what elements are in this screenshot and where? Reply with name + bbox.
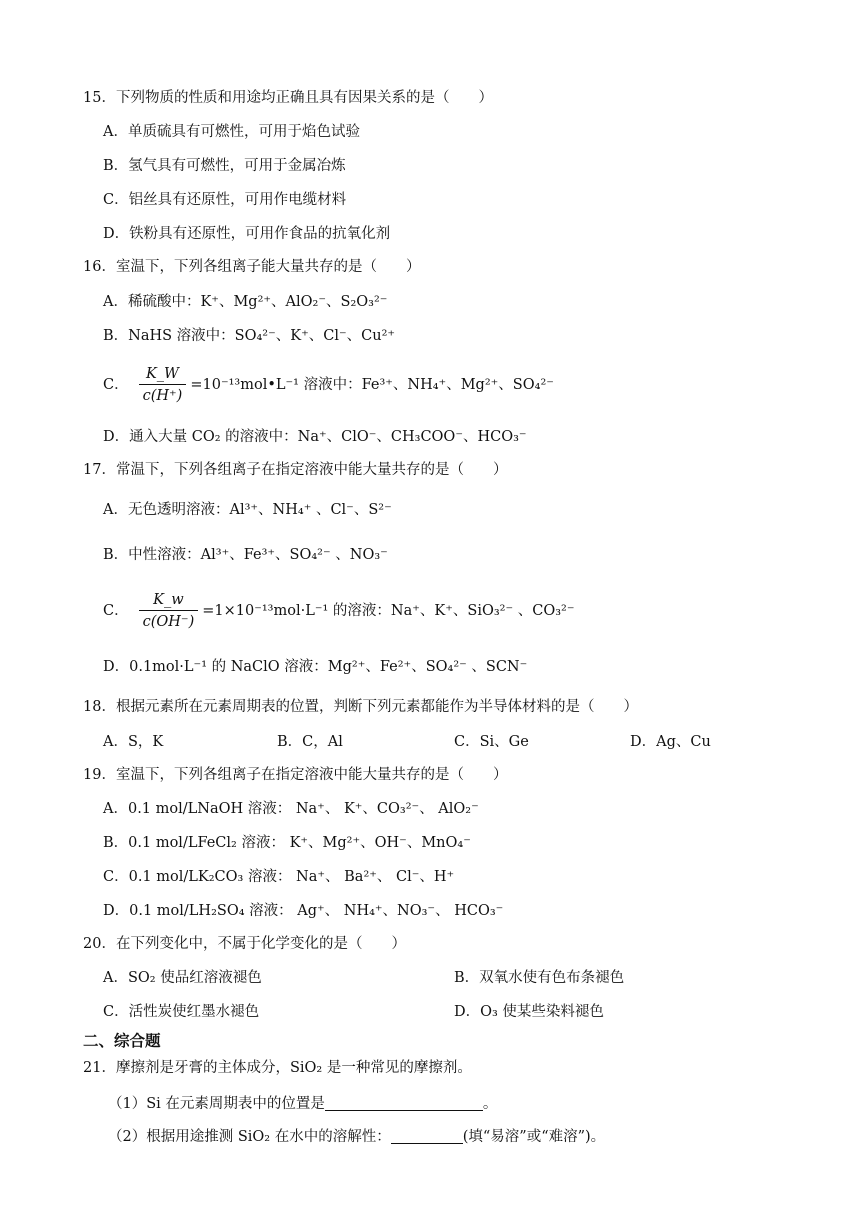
q18-stem: 18．根据元素所在元素周期表的位置，判断下列元素都能作为半导体材料的是（ ） (83, 699, 638, 715)
q17-option-c-text: =1×10⁻¹³mol·L⁻¹ 的溶液：Na⁺、K⁺、SiO₃²⁻ 、CO₃²⁻ (202, 603, 575, 619)
q19-option-c: C．0.1 mol/LK₂CO₃ 溶液： Na⁺、 Ba²⁺、 Cl⁻、H⁺ (103, 869, 455, 885)
section-heading: 二、综合题 (83, 1032, 161, 1050)
q16-option-b: B．NaHS 溶液中：SO₄²⁻、K⁺、Cl⁻、Cu²⁺ (103, 328, 396, 344)
q17-option-c (103, 588, 575, 634)
q21-sub2-answer-blank[interactable] (391, 1127, 463, 1144)
q18-option-c: C．Si、Ge (454, 734, 529, 750)
q18-option-b: B．C，Al (277, 734, 343, 750)
q20-stem: 20．在下列变化中，不属于化学变化的是（ ） (83, 936, 406, 952)
q17-fraction-numerator: K_w (139, 590, 199, 611)
q15-option-b: B．氢气具有可燃性，可用于金属冶炼 (103, 158, 346, 174)
q19-option-b: B．0.1 mol/LFeCl₂ 溶液： K⁺、Mg²⁺、OH⁻、MnO₄⁻ (103, 835, 471, 851)
q16-option-d: D．通入大量 CO₂ 的溶液中：Na⁺、ClO⁻、CH₃COO⁻、HCO₃⁻ (103, 429, 527, 445)
q16-stem: 16．室温下，下列各组离子能大量共存的是（ ） (83, 259, 421, 275)
q19-option-d: D．0.1 mol/LH₂SO₄ 溶液： Ag⁺、 NH₄⁺、NO₃⁻、 HCO₃⁻ (103, 903, 504, 919)
q17-stem: 17．常温下，下列各组离子在指定溶液中能大量共存的是（ ） (83, 462, 508, 478)
q17-option-a: A．无色透明溶液：Al³⁺、NH₄⁺ 、Cl⁻、S²⁻ (103, 502, 392, 518)
q21-sub2 (108, 1127, 605, 1147)
q21-sub1-end: 。 (482, 1096, 498, 1112)
q15-stem: 15．下列物质的性质和用途均正确且具有因果关系的是（ ） (83, 90, 493, 106)
q20-option-b: B．双氧水使有色布条褪色 (454, 970, 625, 986)
q17-option-c-label: C． (103, 603, 129, 619)
q16-option-c (103, 362, 554, 408)
q19-stem: 19．室温下，下列各组离子在指定溶液中能大量共存的是（ ） (83, 767, 508, 783)
q15-option-a: A．单质硫具有可燃性，可用于焰色试验 (103, 124, 360, 140)
q21-sub1-text: （1）Si 在元素周期表中的位置是 (108, 1096, 325, 1112)
q18-option-d: D．Ag、Cu (630, 734, 711, 750)
q20-option-d: D．O₃ 使某些染料褪色 (454, 1004, 604, 1020)
q16-fraction-numerator: K_W (139, 364, 187, 385)
q16-fraction (139, 364, 187, 407)
q18-option-a: A．S，K (103, 734, 164, 750)
q17-option-b: B．中性溶液：Al³⁺、Fe³⁺、SO₄²⁻ 、NO₃⁻ (103, 547, 388, 563)
q15-option-d: D．铁粉具有还原性，可用作食品的抗氧化剂 (103, 226, 391, 242)
q17-fraction (139, 590, 199, 633)
q15-option-c: C．铝丝具有还原性，可用作电缆材料 (103, 192, 347, 208)
q17-fraction-denominator: c(OH⁻) (142, 613, 195, 630)
q16-option-c-text: =10⁻¹³mol•L⁻¹ 溶液中：Fe³⁺、NH₄⁺、Mg²⁺、SO₄²⁻ (190, 377, 554, 393)
q21-stem: 21．摩擦剂是牙膏的主体成分，SiO₂ 是一种常见的摩擦剂。 (83, 1060, 472, 1076)
q21-sub2-text: （2）根据用途推测 SiO₂ 在水中的溶解性： (108, 1129, 391, 1145)
q16-option-a: A．稀硫酸中：K⁺、Mg²⁺、AlO₂⁻、S₂O₃²⁻ (103, 294, 388, 310)
q16-fraction-denominator: c(H⁺) (142, 387, 183, 404)
q19-option-a: A．0.1 mol/LNaOH 溶液： Na⁺、 K⁺、CO₃²⁻、 AlO₂⁻ (103, 801, 479, 817)
q20-option-a: A．SO₂ 使品红溶液褪色 (103, 970, 262, 986)
q21-sub2-end: (填“易溶”或“难溶”)。 (462, 1129, 606, 1145)
q16-option-c-label: C． (103, 377, 129, 393)
q20-option-c: C．活性炭使红墨水褪色 (103, 1004, 260, 1020)
q17-option-d: D．0.1mol·L⁻¹ 的 NaClO 溶液：Mg²⁺、Fe²⁺、SO₄²⁻ 、SCN⁻ (103, 659, 528, 675)
q21-sub1-answer-blank[interactable] (325, 1094, 483, 1111)
q21-sub1 (108, 1094, 497, 1114)
